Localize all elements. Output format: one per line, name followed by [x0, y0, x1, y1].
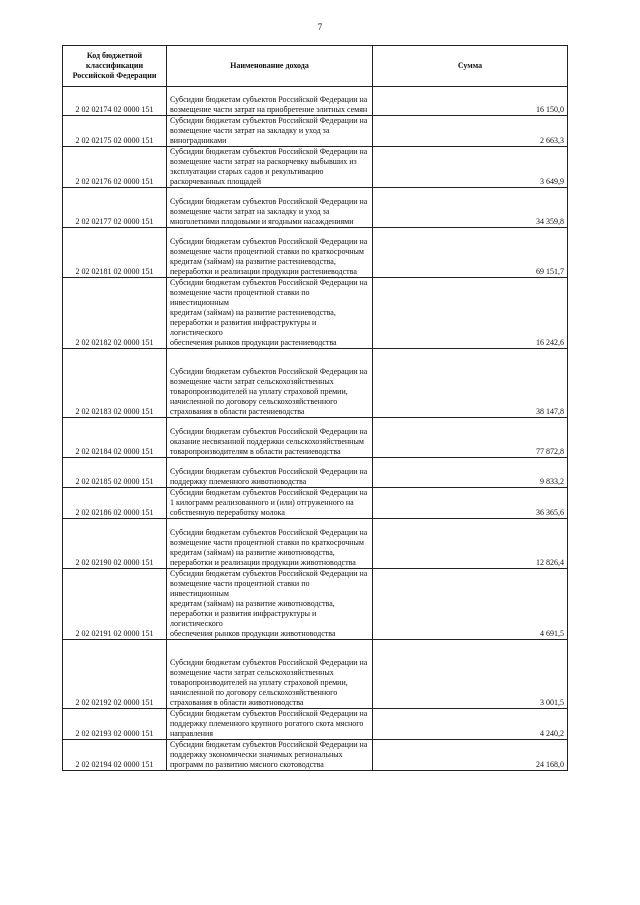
revenue-name-line: Субсидии бюджетам субъектов Российской Федерации на [170, 709, 368, 718]
table-row [63, 519, 568, 569]
table-row [63, 349, 568, 418]
revenue-name-line: Субсидии бюджетам субъектов Российской Федерации на [170, 427, 368, 436]
revenue-name-cell [167, 458, 373, 488]
revenue-name-cell [167, 116, 373, 147]
table-row [63, 278, 568, 349]
header-code: Код бюджетной классификации Российской Федерации [63, 46, 167, 87]
revenue-name-cell [167, 87, 373, 116]
revenue-name-line: возмещение части затрат на приобретение элитных семян [170, 105, 368, 114]
revenue-name-line: переработки и развития инфраструктуры и логистического [170, 609, 317, 628]
revenue-name-line: возмещение части процентной ставки по инвестиционным [170, 579, 310, 598]
budget-code-cell: 2 02 02177 02 0000 151 [63, 188, 167, 228]
revenue-name-cell [167, 188, 373, 228]
revenue-name-line: кредитам (займам) на развитие растениеводства, [170, 257, 336, 266]
revenue-name-line: виноградниками [170, 136, 227, 145]
amount-cell: 2 663,3 [373, 116, 568, 147]
revenue-name-line: возмещение части затрат на закладку и уход за [170, 207, 330, 216]
budget-code-cell: 2 02 02182 02 0000 151 [63, 278, 167, 349]
amount-cell: 3 001,5 [373, 640, 568, 709]
header-name: Наименование дохода [167, 46, 373, 87]
revenue-name-line: возмещение части затрат сельскохозяйственных [170, 668, 334, 677]
revenue-name-line: кредитам (займам) на развитие растениеводства, [170, 308, 336, 317]
table-row [63, 709, 568, 740]
revenue-name-cell [167, 278, 373, 349]
table-row [63, 569, 568, 640]
revenue-name-line: переработки и реализации продукции растениеводства [170, 267, 357, 276]
amount-cell: 69 151,7 [373, 228, 568, 278]
budget-code-cell: 2 02 02186 02 0000 151 [63, 488, 167, 519]
revenue-name-line: обеспечения рынков продукции животноводства [170, 629, 336, 638]
table-row [63, 188, 568, 228]
amount-cell: 16 150,0 [373, 87, 568, 116]
budget-code-cell: 2 02 02193 02 0000 151 [63, 709, 167, 740]
amount-cell: 3 649,9 [373, 147, 568, 188]
revenue-name-line: Субсидии бюджетам субъектов Российской Федерации на [170, 197, 368, 206]
table-row [63, 87, 568, 116]
revenue-name-line: Субсидии бюджетам субъектов Российской Федерации на [170, 95, 368, 104]
table-row [63, 488, 568, 519]
budget-code-cell: 2 02 02174 02 0000 151 [63, 87, 167, 116]
revenue-name-line: многолетними плодовыми и ягодными насаждениями [170, 217, 354, 226]
amount-cell: 9 833,2 [373, 458, 568, 488]
header-sum: Сумма [373, 46, 568, 87]
budget-code-cell: 2 02 02192 02 0000 151 [63, 640, 167, 709]
budget-revenue-table [62, 45, 568, 771]
table-row [63, 458, 568, 488]
budget-code-cell: 2 02 02175 02 0000 151 [63, 116, 167, 147]
revenue-name-line: 1 килограмм реализованного и (или) отгруженного на [170, 498, 354, 507]
revenue-name-cell [167, 569, 373, 640]
revenue-name-line: Субсидии бюджетам субъектов Российской Федерации на [170, 740, 368, 749]
revenue-name-line: товаропроизводителей на уплату страховой премии, [170, 387, 348, 396]
revenue-name-line: Субсидии бюджетам субъектов Российской Федерации на [170, 488, 368, 497]
revenue-name-line: переработки и развития инфраструктуры и логистического [170, 318, 317, 337]
revenue-name-line: кредитам (займам) на развитие животноводства, [170, 548, 335, 557]
budget-code-cell: 2 02 02191 02 0000 151 [63, 569, 167, 640]
budget-code-cell: 2 02 02190 02 0000 151 [63, 519, 167, 569]
revenue-name-line: возмещение части процентной ставки по краткосрочным [170, 247, 364, 256]
page-number: 7 [317, 22, 323, 32]
revenue-name-line: Субсидии бюджетам субъектов Российской Федерации на [170, 658, 368, 667]
amount-cell: 12 826,4 [373, 519, 568, 569]
revenue-name-line: поддержку племенного крупного рогатого скота мясного [170, 719, 364, 728]
revenue-name-line: возмещение части затрат сельскохозяйственных [170, 377, 334, 386]
budget-code-cell: 2 02 02194 02 0000 151 [63, 740, 167, 771]
revenue-name-line: Субсидии бюджетам субъектов Российской Федерации на [170, 467, 368, 476]
revenue-name-line: собственную переработку молока [170, 508, 285, 517]
revenue-name-line: Субсидии бюджетам субъектов Российской Федерации на [170, 528, 368, 537]
revenue-name-line: кредитам (займам) на развитие животноводства, [170, 599, 335, 608]
revenue-name-line: Субсидии бюджетам субъектов Российской Федерации на [170, 569, 368, 578]
table-row [63, 418, 568, 458]
revenue-name-line: обеспечения рынков продукции растениеводства [170, 338, 337, 347]
revenue-name-line: товаропроизводителям в области растениеводства [170, 447, 341, 456]
revenue-name-line: направления [170, 729, 214, 738]
revenue-name-cell [167, 418, 373, 458]
budget-code-cell: 2 02 02176 02 0000 151 [63, 147, 167, 188]
amount-cell: 4 240,2 [373, 709, 568, 740]
revenue-name-line: возмещение части процентной ставки по краткосрочным [170, 538, 364, 547]
revenue-name-line: начисленной по договору сельскохозяйственного [170, 397, 338, 406]
revenue-name-cell [167, 147, 373, 188]
table-header-row [63, 46, 568, 87]
revenue-name-line: Субсидии бюджетам субъектов Российской Федерации на [170, 237, 368, 246]
table-row [63, 147, 568, 188]
budget-code-cell: 2 02 02183 02 0000 151 [63, 349, 167, 418]
revenue-name-cell [167, 488, 373, 519]
revenue-name-line: страхования в области растениеводства [170, 407, 305, 416]
revenue-name-line: начисленной по договору сельскохозяйственного [170, 688, 338, 697]
table-row [63, 228, 568, 278]
amount-cell: 34 359,8 [373, 188, 568, 228]
revenue-name-line: возмещение части процентной ставки по инвестиционным [170, 288, 310, 307]
revenue-name-cell [167, 228, 373, 278]
revenue-name-cell [167, 640, 373, 709]
revenue-name-line: возмещение части затрат на закладку и уход за [170, 126, 330, 135]
revenue-name-line: раскорчеванных площадей [170, 177, 262, 186]
amount-cell: 16 242,6 [373, 278, 568, 349]
revenue-name-line: оказание несвязанной поддержки сельскохозяйственным [170, 437, 364, 446]
revenue-name-line: Субсидии бюджетам субъектов Российской Федерации на [170, 367, 368, 376]
amount-cell: 77 872,8 [373, 418, 568, 458]
revenue-name-cell [167, 709, 373, 740]
revenue-name-line: поддержку племенного животноводства [170, 477, 307, 486]
revenue-name-line: Субсидии бюджетам субъектов Российской Федерации на [170, 147, 368, 156]
revenue-name-cell [167, 349, 373, 418]
table-row [63, 740, 568, 771]
revenue-name-line: переработки и реализации продукции животноводства [170, 558, 356, 567]
amount-cell: 4 691,5 [373, 569, 568, 640]
revenue-name-line: поддержку экономически значимых региональных [170, 750, 343, 759]
revenue-name-line: программ по развитию мясного скотоводства [170, 760, 324, 769]
revenue-name-line: товаропроизводителей на уплату страховой премии, [170, 678, 348, 687]
table-row [63, 640, 568, 709]
revenue-name-line: возмещение части затрат на раскорчевку выбывших из [170, 157, 357, 166]
budget-code-cell: 2 02 02181 02 0000 151 [63, 228, 167, 278]
revenue-name-cell [167, 740, 373, 771]
amount-cell: 38 147,8 [373, 349, 568, 418]
revenue-name-line: Субсидии бюджетам субъектов Российской Федерации на [170, 116, 368, 125]
budget-code-cell: 2 02 02184 02 0000 151 [63, 418, 167, 458]
table-row [63, 116, 568, 147]
revenue-name-line: Субсидии бюджетам субъектов Российской Федерации на [170, 278, 368, 287]
amount-cell: 24 168,0 [373, 740, 568, 771]
amount-cell: 36 365,6 [373, 488, 568, 519]
revenue-name-cell [167, 519, 373, 569]
budget-code-cell: 2 02 02185 02 0000 151 [63, 458, 167, 488]
revenue-name-line: страхования в области животноводства [170, 698, 304, 707]
revenue-name-line: эксплуатации старых садов и рекультивацию [170, 167, 324, 176]
